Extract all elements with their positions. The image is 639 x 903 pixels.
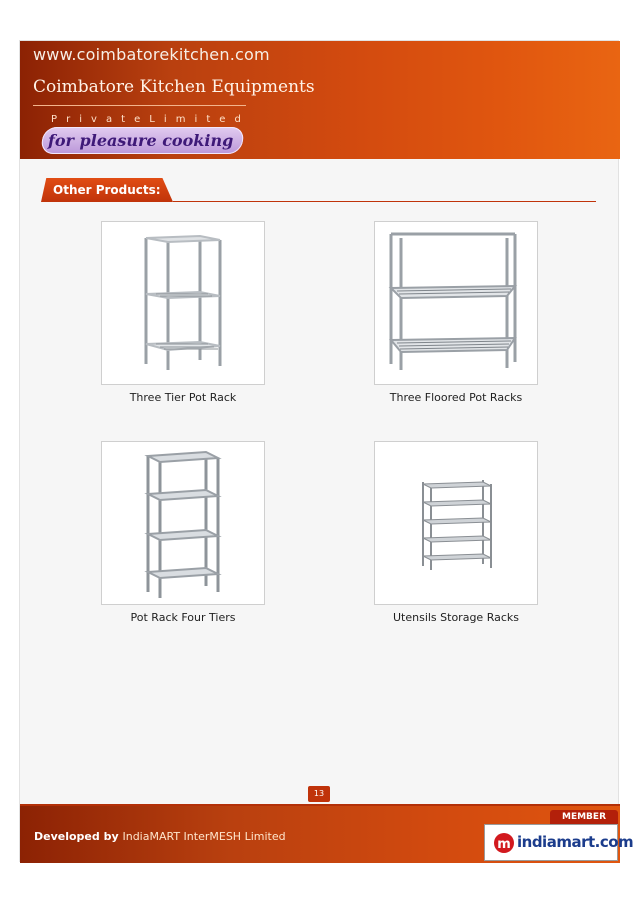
product-caption[interactable]: Utensils Storage Racks bbox=[392, 611, 519, 624]
product-image-frame[interactable] bbox=[101, 221, 265, 385]
indiamart-logo-box bbox=[484, 824, 634, 861]
letter: r bbox=[66, 114, 71, 125]
private-limited-text bbox=[51, 114, 241, 125]
developed-by-text bbox=[34, 830, 286, 843]
letter: i bbox=[163, 114, 167, 125]
letter: a bbox=[105, 114, 113, 125]
page-header bbox=[20, 41, 620, 159]
page-number: 13 bbox=[308, 786, 330, 802]
section-title: Other Products: bbox=[53, 183, 161, 197]
catalog-page bbox=[19, 40, 634, 862]
indiamart-logo-text: indiamart.com bbox=[517, 833, 634, 851]
three-tier-pot-rack-image bbox=[102, 222, 264, 384]
letter: d bbox=[234, 114, 241, 125]
indiamart-member-badge[interactable] bbox=[484, 810, 634, 861]
letter: i bbox=[79, 114, 82, 125]
page-footer bbox=[20, 804, 634, 863]
letter: t bbox=[121, 114, 126, 125]
pot-rack-four-tiers-image bbox=[102, 442, 264, 604]
letter: t bbox=[206, 114, 211, 125]
developed-by-label: Developed by bbox=[34, 830, 119, 843]
tagline-badge bbox=[40, 127, 245, 154]
product-image-frame[interactable] bbox=[374, 441, 538, 605]
letter: i bbox=[194, 114, 198, 125]
developer-name[interactable]: IndiaMART InterMESH Limited bbox=[122, 830, 286, 843]
letter: v bbox=[91, 114, 97, 125]
company-name: Coimbatore Kitchen Equipments bbox=[33, 77, 315, 97]
letter: L bbox=[149, 114, 155, 125]
product-caption[interactable]: Pot Rack Four Tiers bbox=[130, 611, 236, 624]
header-divider bbox=[33, 105, 246, 106]
letter: P bbox=[51, 114, 58, 125]
product-image-frame[interactable] bbox=[101, 441, 265, 605]
site-url[interactable]: www.coimbatorekitchen.com bbox=[33, 45, 270, 64]
product-caption[interactable]: Three Tier Pot Rack bbox=[129, 391, 237, 404]
tagline-text: for pleasure cooking bbox=[48, 131, 234, 150]
product-caption[interactable]: Three Floored Pot Racks bbox=[389, 391, 523, 404]
letter: m bbox=[175, 114, 186, 125]
three-floored-pot-racks-image bbox=[375, 222, 537, 384]
member-label: MEMBER bbox=[550, 810, 618, 824]
letter: e bbox=[219, 114, 226, 125]
utensils-storage-racks-image bbox=[375, 442, 537, 604]
svg-text:m: m bbox=[497, 837, 511, 852]
section-divider bbox=[173, 201, 596, 202]
letter: e bbox=[134, 114, 141, 125]
product-image-frame[interactable] bbox=[374, 221, 538, 385]
indiamart-logo-icon bbox=[493, 830, 515, 856]
